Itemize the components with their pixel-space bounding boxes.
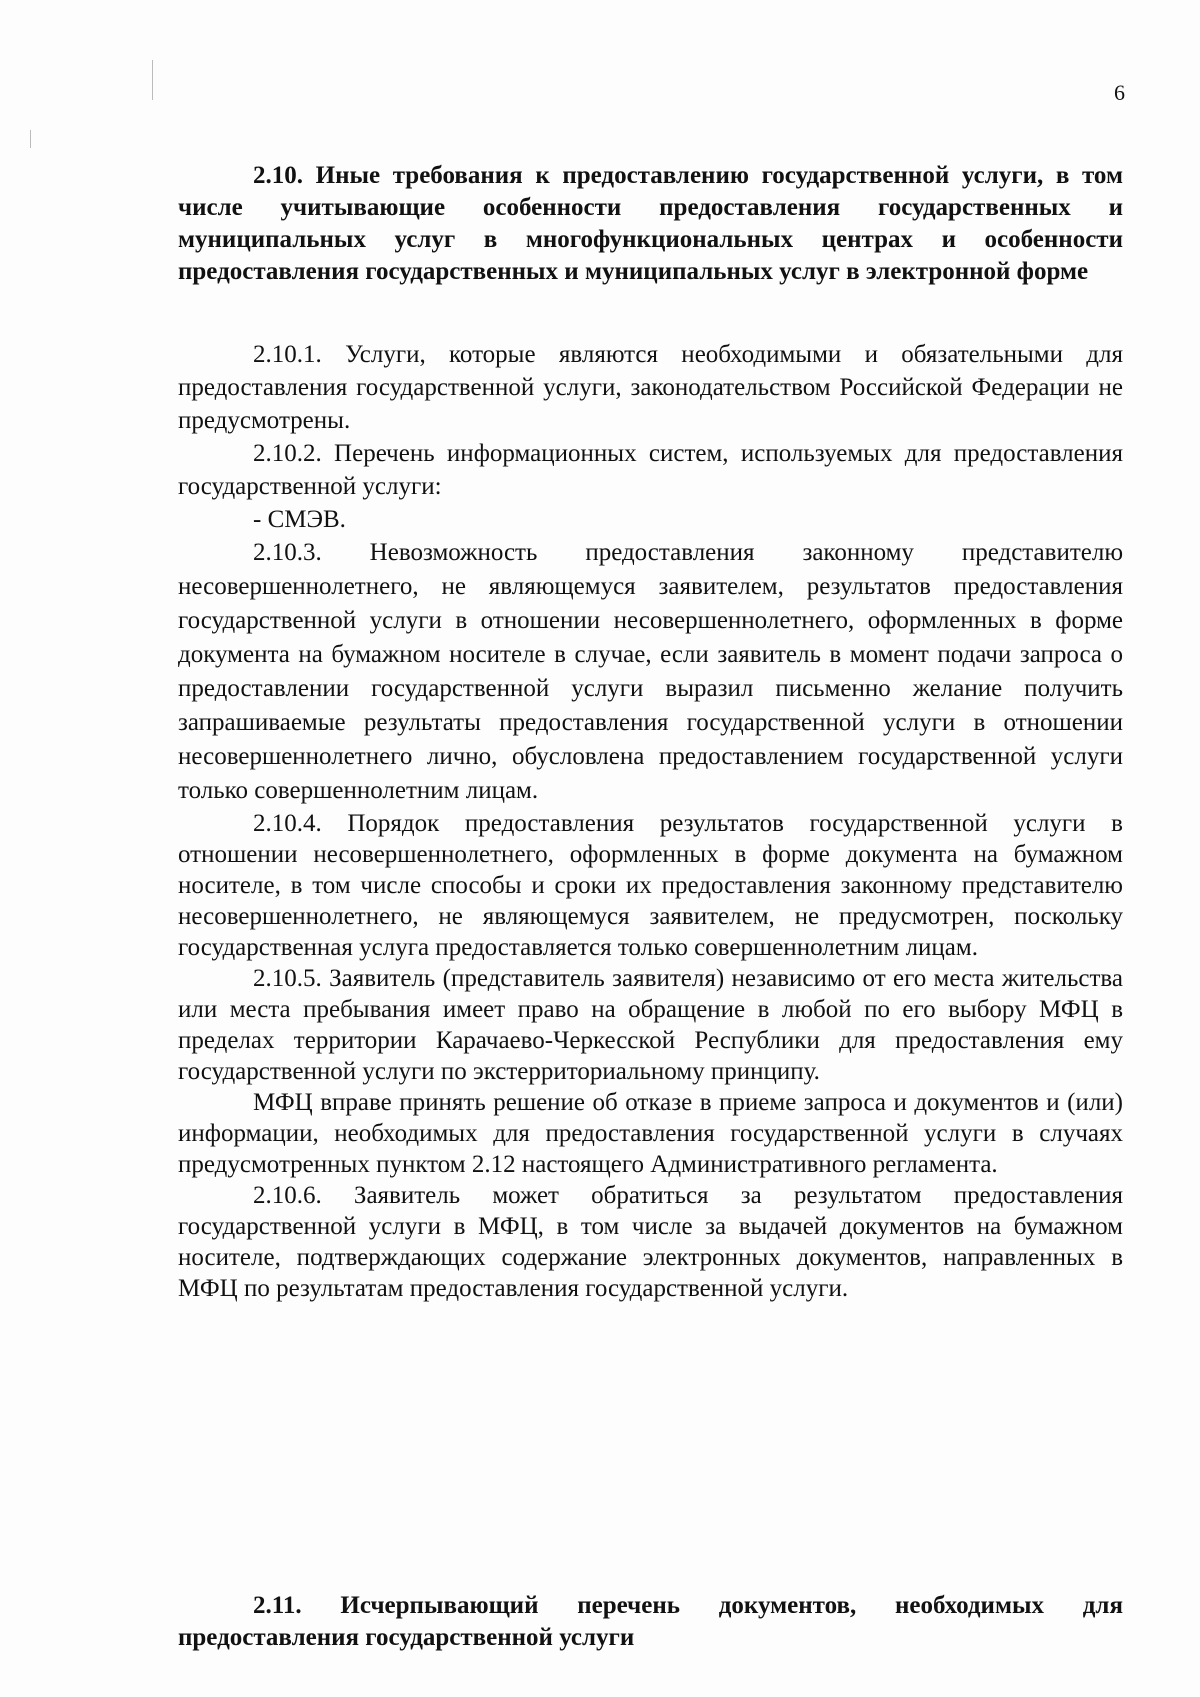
scan-artifact	[152, 60, 153, 100]
paragraph-smev: - СМЭВ.	[253, 506, 346, 533]
paragraph-2-10-4: 2.10.4. Порядок предоставления результатов государственной услуги в отношении несовершеннолетнего, оформленных в форме документа на бумажном носителе, в том числе способы и сроки их предоставления законному представителю несовершеннолетнего, не являющемуся заявителем, не предусмотрен, поскольку государственная услуга предоставляется только совершеннолетним лицам.	[178, 810, 1123, 961]
scan-artifact	[30, 130, 31, 148]
page-number: 6	[1114, 80, 1125, 105]
paragraph-mfc: МФЦ вправе принять решение об отказе в приеме запроса и документов и (или) информации, необходимых для предоставления государственной услуги в случаях предусмотренных пунктом 2.12 настоящего Административного регламента.	[178, 1089, 1123, 1178]
paragraph-2-10-6: 2.10.6. Заявитель может обратиться за результатом предоставления государственной услуги в МФЦ, в том числе за выдачей документов на бумажном носителе, подтверждающих содержание электронных документов, направленных в МФЦ по результатам предоставления государственной услуги.	[178, 1182, 1123, 1302]
paragraph-2-10-2: 2.10.2. Перечень информационных систем, используемых для предоставления государственной услуги:	[178, 440, 1123, 500]
paragraph-2-10-3: 2.10.3. Невозможность предоставления законному представителю несовершеннолетнего, не являющемуся заявителем, результатов предоставления государственной услуги в отношении несовершеннолетнего, оформленных в форме документа на бумажном носителе в случае, если заявитель в момент подачи запроса о предоставлении государственной услуги выразил письменно желание получить запрашиваемые результаты предоставления государственной услуги в отношении несовершеннолетнего лично, обусловлена предоставлением государственной услуги только совершеннолетним лицам.	[178, 539, 1123, 804]
section-2-10-body	[178, 338, 1123, 1304]
section-heading-2-10: 2.10. Иные требования к предоставлению государственной услуги, в том числе учитывающие особенности предоставления государственных и муниципальных услуг в многофункциональных центрах и особенности предоставления государственных и муниципальных услуг в электронной форме	[178, 162, 1123, 285]
paragraph-2-10-5: 2.10.5. Заявитель (представитель заявителя) независимо от его места жительства или места пребывания имеет право на обращение в любой по его выбору МФЦ в пределах территории Карачаево-Черкесской Республики для предоставления ему государственной услуги по экстерриториальному принципу.	[178, 965, 1123, 1085]
section-heading-2-11: 2.11. Исчерпывающий перечень документов, необходимых для предоставления государственной услуги	[178, 1592, 1123, 1651]
paragraph-2-10-1: 2.10.1. Услуги, которые являются необходимыми и обязательными для предоставления государственной услуги, законодательством Российской Федерации не предусмотрены.	[178, 341, 1123, 434]
